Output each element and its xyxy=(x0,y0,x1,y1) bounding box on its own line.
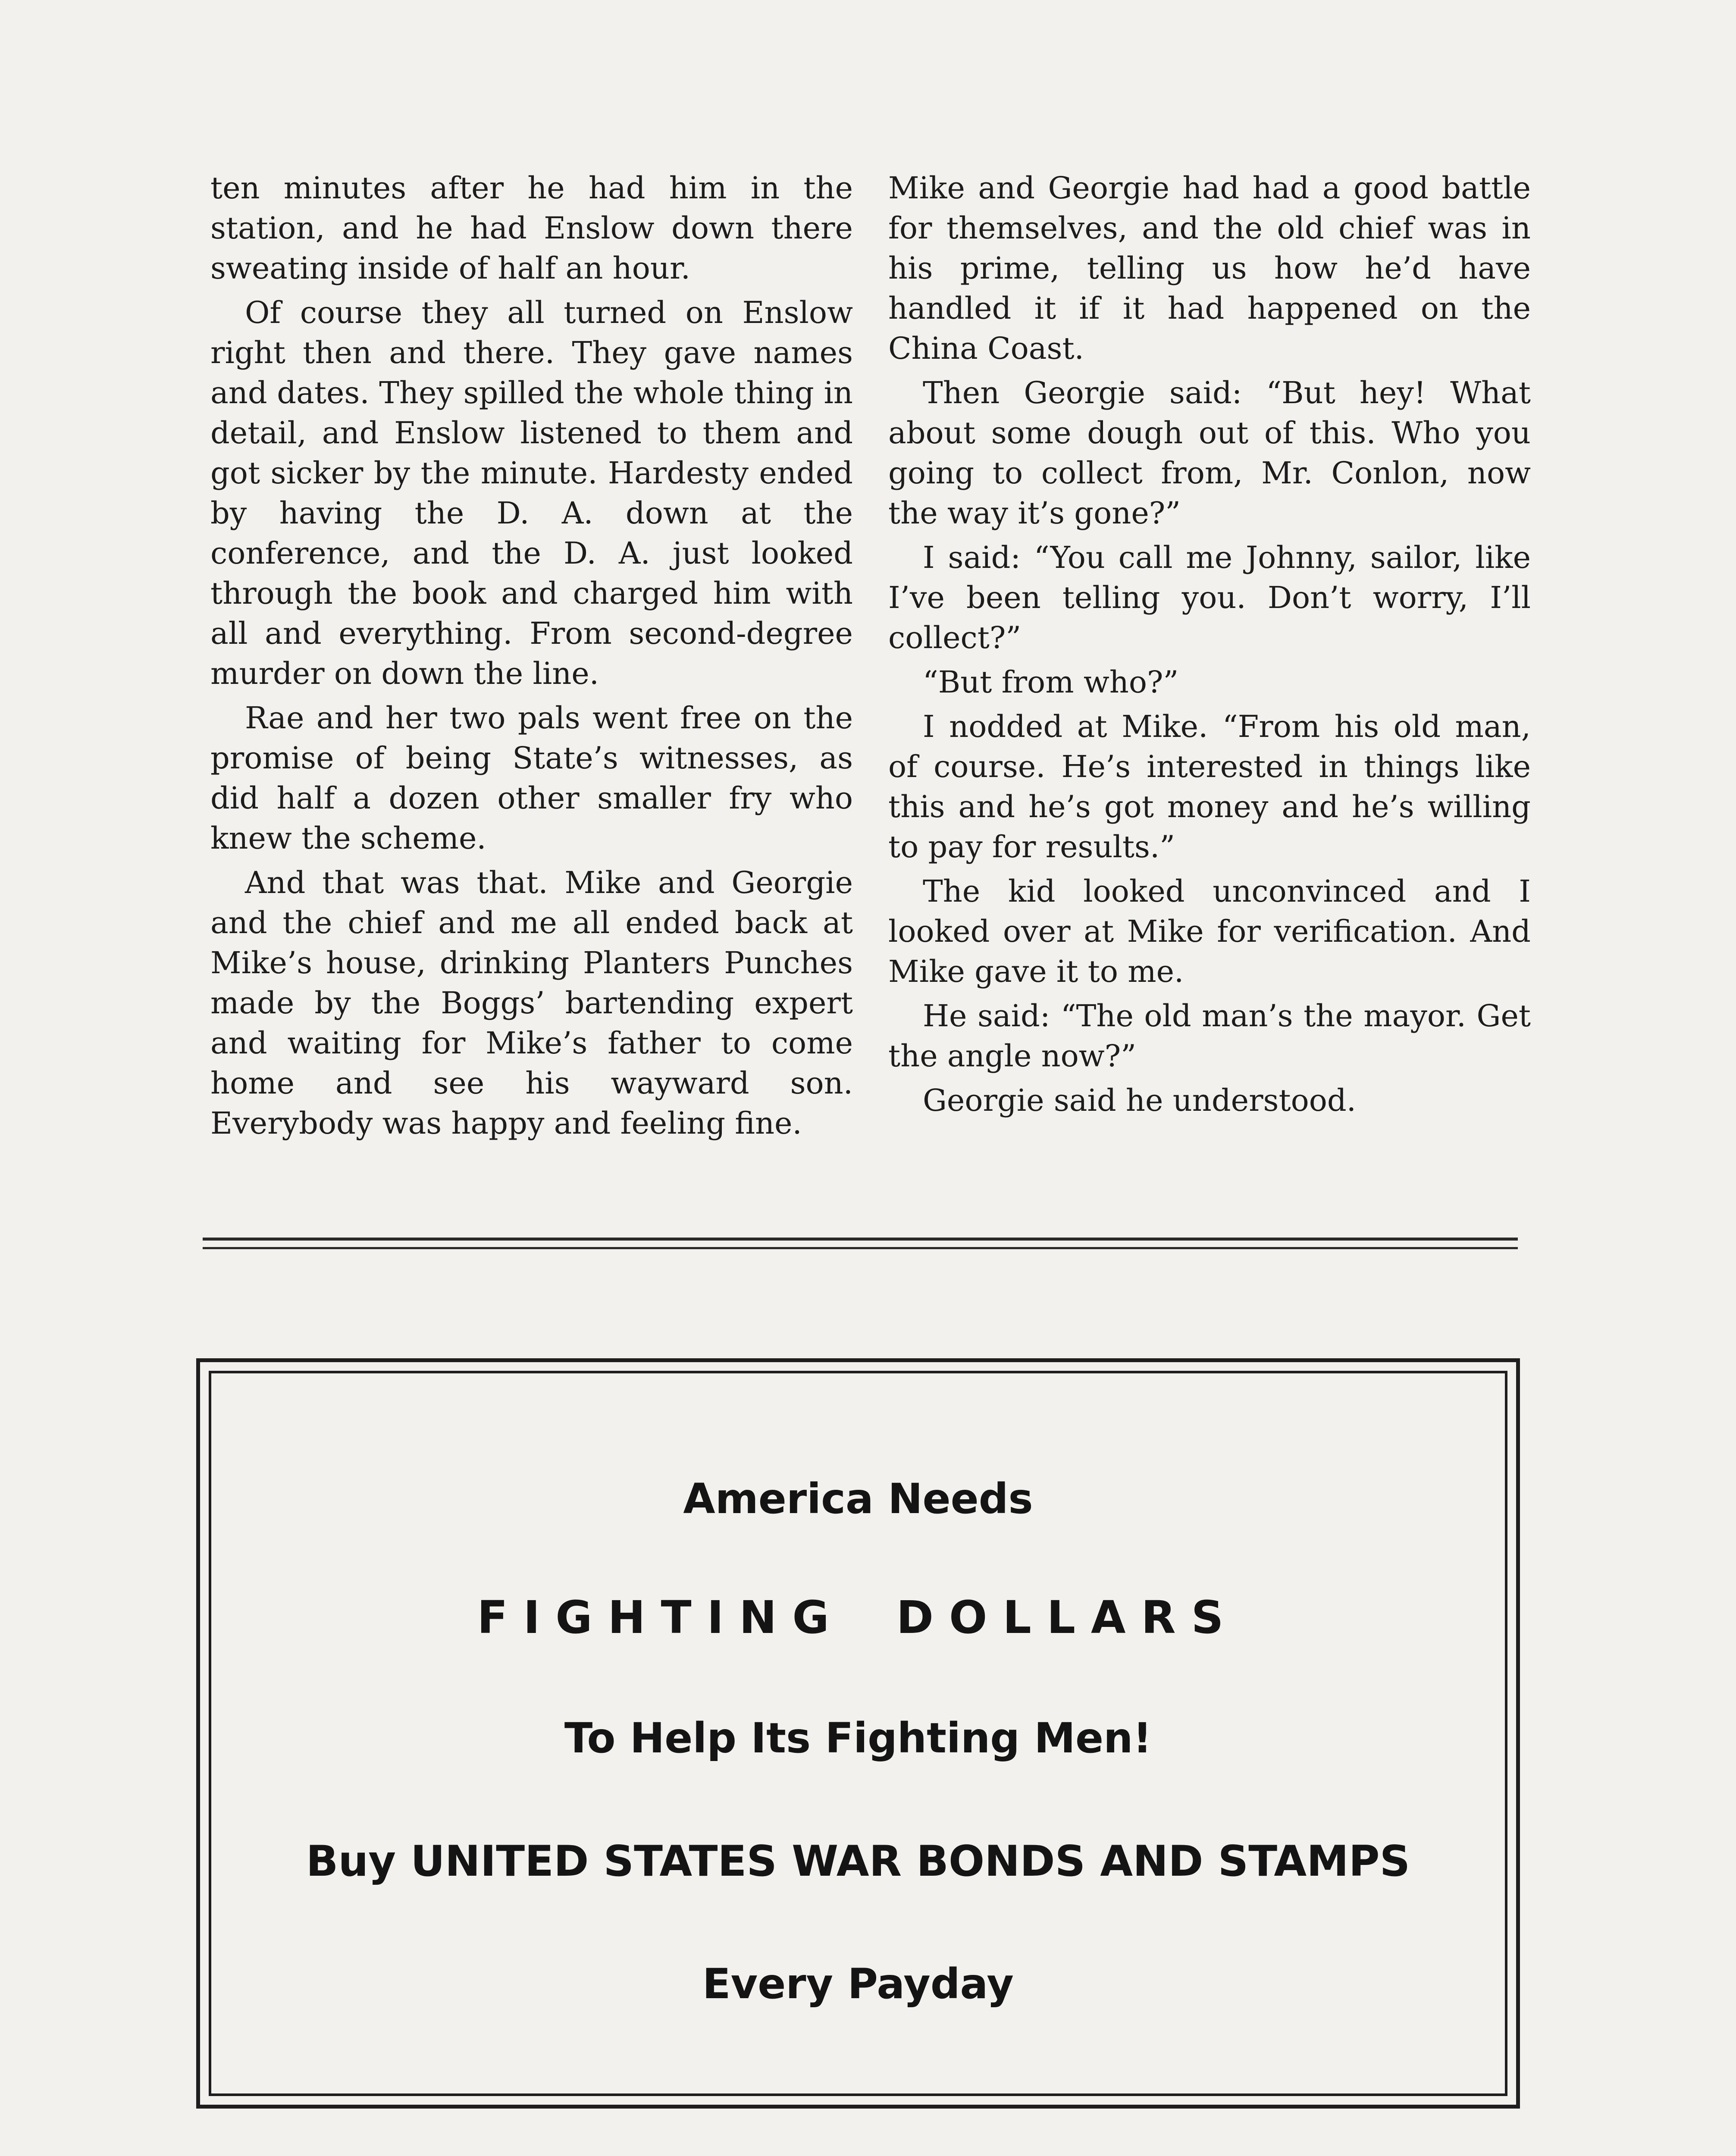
ad-slogan-word: DOLLARS xyxy=(896,1591,1239,1644)
paragraph: Georgie said he understood. xyxy=(923,1083,1356,1118)
ad-subline: To Help Its Fighting Men! xyxy=(564,1714,1152,1762)
paragraph: Mike and Georgie had had a good battle for themselves, and the old chief was in his prime, telling us how he’d have handled it if it had happened on the China Coast. xyxy=(888,170,1531,366)
paragraph: The kid looked unconvinced and I looked over at Mike for verification. And Mike gave it to me. xyxy=(888,874,1531,989)
paragraph: And that was that. Mike and Georgie and the chief and me all ended back at Mike’s house, drinking Planters Punches made by the Boggs’ bartending expert and waiting for Mike’s father to come home and see his wayward son. Everybody was happy and feeling fine. xyxy=(210,865,853,1141)
ad-slogan xyxy=(211,1591,1505,1644)
paragraph: ten minutes after he had him in the station, and he had Enslow down there sweating inside of half an hour. xyxy=(210,170,853,286)
right-text-column xyxy=(888,168,1531,1125)
ad-slogan-word: FIGHTING xyxy=(477,1591,845,1644)
ad-footer-line: Every Payday xyxy=(702,1960,1014,2008)
paragraph: He said: “The old man’s the mayor. Get the angle now?” xyxy=(888,998,1531,1074)
paragraph: “But from who?” xyxy=(923,664,1179,700)
paragraph: I said: “You call me Johnny, sailor, like I’ve been telling you. Don’t worry, I’ll collect?” xyxy=(888,540,1531,655)
section-divider-bottom xyxy=(203,1247,1518,1249)
ad-inner-border xyxy=(209,1371,1507,2096)
paragraph: Then Georgie said: “But hey! What about some dough out of this. Who you going to collect from, Mr. Conlon, now the way it’s gone?” xyxy=(888,375,1531,531)
section-divider-top xyxy=(203,1238,1518,1241)
paragraph: I nodded at Mike. “From his old man, of course. He’s interested in things like this and he’s got money and he’s willing to pay for results.” xyxy=(888,709,1531,865)
ad-call-to-action: Buy UNITED STATES WAR BONDS AND STAMPS xyxy=(306,1837,1410,1886)
paragraph: Rae and her two pals went free on the promise of being State’s witnesses, as did half a dozen other smaller fry who knew the scheme. xyxy=(210,700,853,856)
left-text-column xyxy=(210,168,853,1148)
war-bonds-ad xyxy=(196,1358,1520,2109)
paragraph: Of course they all turned on Enslow right then and there. They gave names and dates. They spilled the whole thing in detail, and Enslow listened to them and got sicker by the minute. Hardesty ended by having the D. A. down at the conference, and the D. A. just looked through the book and charged him with all and everything. From second-degree murder on down the line. xyxy=(210,295,853,691)
ad-headline: America Needs xyxy=(683,1475,1033,1523)
